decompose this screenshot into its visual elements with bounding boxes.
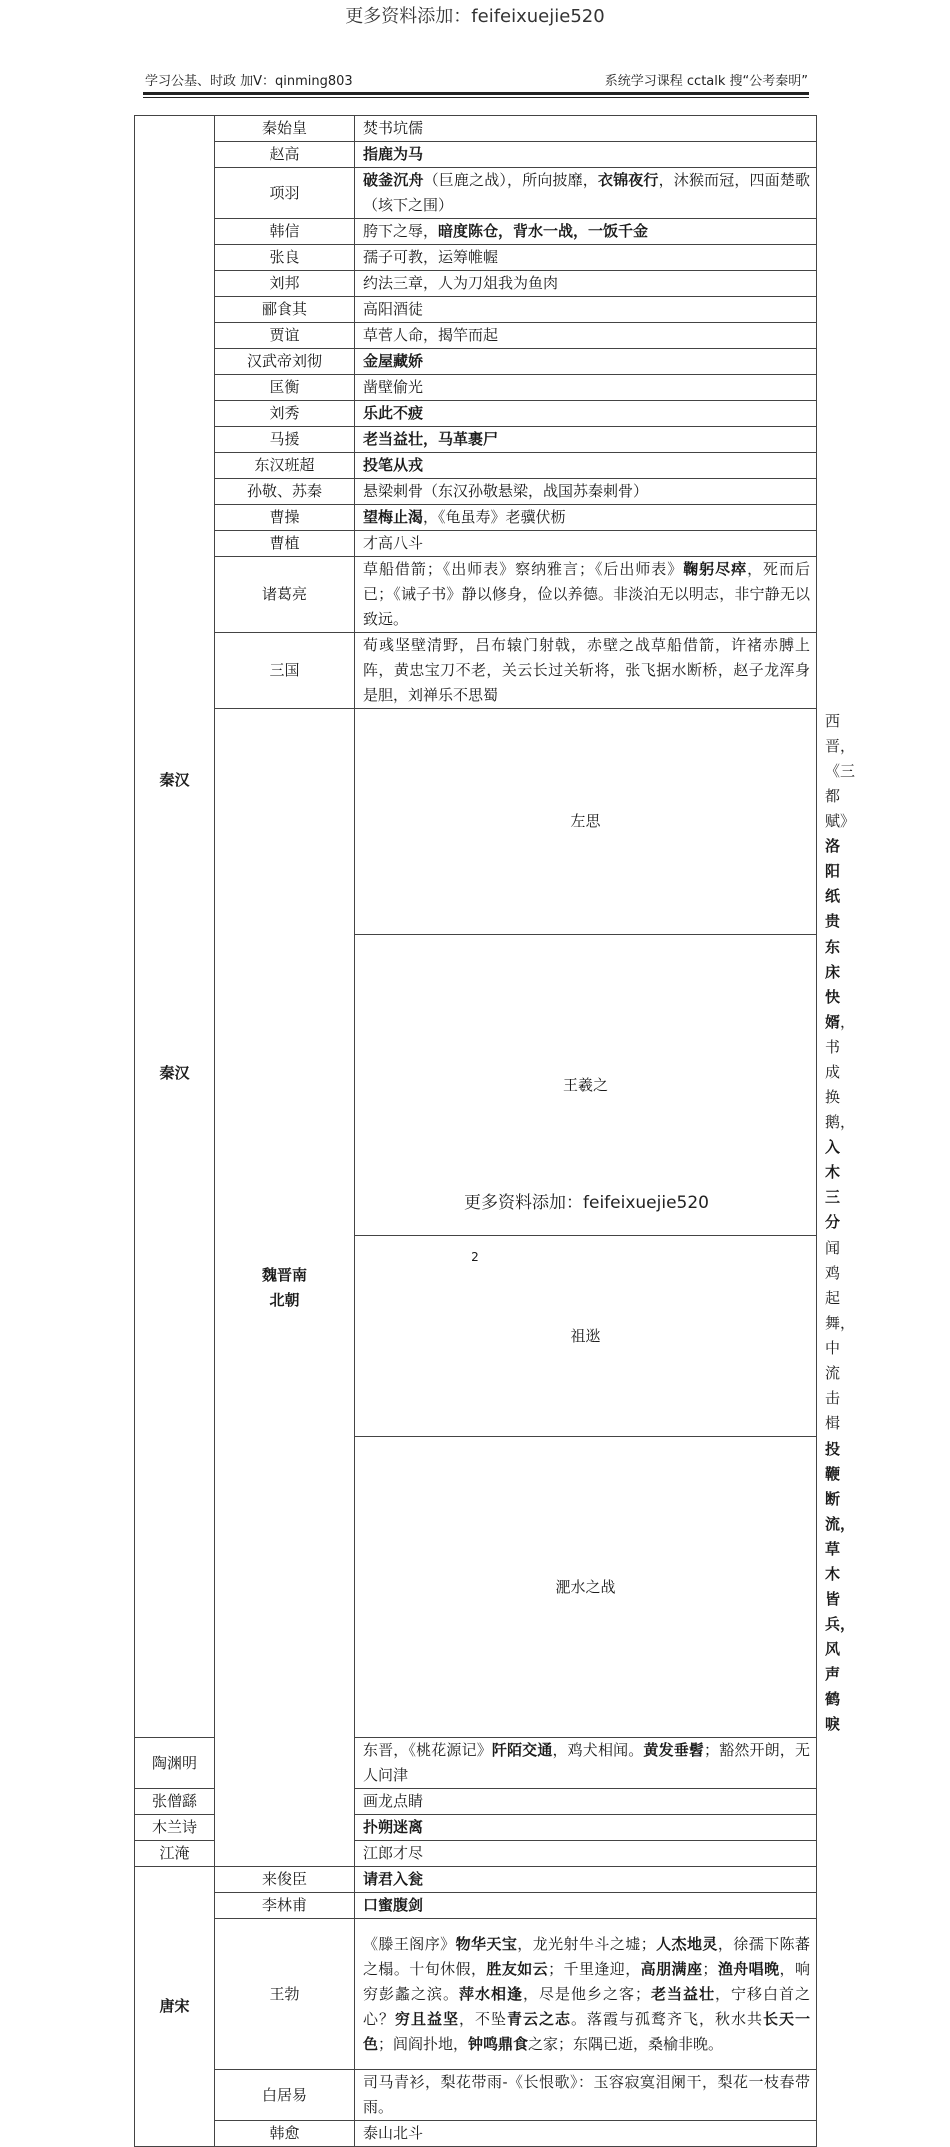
detail-cell — [355, 1841, 817, 1867]
detail-text: 孺子可教，运筹帷幄 — [363, 248, 499, 266]
highlight-text: 黄发垂髫 — [643, 1741, 705, 1759]
detail-text: ，响穷彭蠡之滨。 — [363, 1959, 810, 2003]
person-cell: 汉武帝刘彻 — [215, 349, 355, 375]
person-cell: 韩信 — [215, 219, 355, 245]
detail-text: 悬梁刺骨（东汉孙敬悬梁，战国苏秦刺骨） — [363, 482, 649, 500]
detail-cell — [355, 1789, 817, 1815]
detail-cell — [355, 453, 817, 479]
detail-text: ，沐猴而冠，四面楚歌（垓下之围） — [363, 171, 810, 214]
detail-text: 才高八斗 — [363, 534, 424, 552]
highlight-text: 钟鸣鼎食 — [468, 2034, 529, 2053]
detail-text: 司马青衫，梨花带雨-《长恨歌》：玉容寂寞泪阑干，梨花一枝春带雨。 — [363, 2073, 810, 2116]
header-left-text: 学习公基、时政 加V：qinming803 — [145, 74, 353, 89]
person-cell: 木兰诗 — [135, 1815, 215, 1841]
table-row — [135, 1867, 817, 1893]
table-row — [135, 349, 817, 375]
highlight-text: 投鞭断流，草木皆兵，风声鹤唳 — [825, 1440, 856, 1733]
table-row — [135, 709, 817, 935]
table-row — [135, 557, 817, 633]
detail-cell — [355, 401, 817, 427]
page-number: 2 — [471, 1250, 479, 1264]
table-row — [135, 1919, 817, 2070]
idiom-table — [134, 115, 856, 2147]
highlight-text: 口蜜腹剑 — [363, 1896, 424, 1914]
highlight-text: 东床快婿 — [825, 938, 841, 1031]
detail-cell — [355, 1815, 817, 1841]
detail-cell — [355, 505, 817, 531]
detail-cell — [355, 1893, 817, 1919]
header-right-text: 系统学习课程 cctalk 搜“公考秦明” — [604, 74, 808, 89]
table-row — [135, 427, 817, 453]
table-row — [135, 2121, 817, 2147]
era-label: 北朝 — [269, 1290, 300, 1309]
detail-text: 胯下之辱， — [363, 222, 439, 240]
person-cell: 刘邦 — [215, 271, 355, 297]
detail-text: （巨鹿之战），所向披靡， — [423, 171, 598, 189]
detail-cell — [355, 116, 817, 142]
detail-cell — [355, 2121, 817, 2147]
highlight-text: 青云之志 — [507, 2009, 571, 2028]
detail-text: 草船借箭；《出师表》察纳雅言；《后出师表》 — [363, 560, 684, 578]
highlight-text: 物华天宝 — [455, 1934, 518, 1953]
highlight-text: 金屋藏娇 — [363, 352, 424, 370]
highlight-text: 胜友如云 — [486, 1959, 549, 1978]
highlight-text: 破釜沉舟 — [363, 171, 424, 189]
detail-text: ，宁移白首之心？ — [363, 1984, 810, 2028]
detail-text: 约法三章，人为刀俎我为鱼肉 — [363, 274, 559, 292]
detail-text: 之家；东隅已逝，桑榆非晚。 — [528, 2034, 724, 2053]
table-row — [135, 297, 817, 323]
detail-cell — [355, 479, 817, 505]
detail-text: 《滕王阁序》 — [363, 1934, 456, 1953]
person-cell: 祖逖 — [355, 1236, 817, 1437]
highlight-text: 人杰地灵 — [655, 1934, 718, 1953]
detail-cell — [355, 1867, 817, 1893]
detail-text: 泰山北斗 — [363, 2124, 424, 2142]
detail-cell — [355, 142, 817, 168]
highlight-text: 阡陌交通 — [491, 1741, 553, 1759]
table-row — [135, 219, 817, 245]
detail-text: ；豁然开朗，无人问津 — [363, 1741, 810, 1784]
era-label: 秦汉 — [159, 1063, 190, 1082]
detail-text: ；闾阎扑地， — [378, 2034, 469, 2053]
detail-cell — [355, 557, 817, 633]
person-cell: 左思 — [355, 709, 817, 935]
detail-cell — [355, 271, 817, 297]
table-row — [135, 401, 817, 427]
person-cell: 张良 — [215, 245, 355, 271]
highlight-text: 渔舟唱晚 — [717, 1959, 780, 1978]
highlight-text: 入木三分 — [825, 1138, 841, 1231]
detail-cell — [355, 2070, 817, 2121]
highlight-text: 乐此不疲 — [363, 404, 424, 422]
detail-cell — [355, 219, 817, 245]
header-rule-thin — [143, 97, 809, 98]
era-label: 秦汉 — [159, 770, 190, 789]
person-cell: 王勃 — [215, 1919, 355, 2070]
detail-text: ，尽是他乡之客； — [522, 1984, 650, 2003]
highlight-text: 长天一色 — [363, 2009, 810, 2053]
person-cell: 陶渊明 — [135, 1738, 215, 1789]
person-cell: 马援 — [215, 427, 355, 453]
table-row — [135, 2070, 817, 2121]
highlight-text: 衣锦夜行 — [597, 171, 659, 189]
table-row — [135, 271, 817, 297]
person-cell: 李林甫 — [215, 1893, 355, 1919]
person-cell: 张僧繇 — [135, 1789, 215, 1815]
highlight-text: 请君入瓮 — [363, 1870, 424, 1888]
detail-cell — [355, 427, 817, 453]
footer-banner: 更多资料添加：feifeixuejie520 — [462, 1188, 711, 1213]
detail-text: ； — [702, 1959, 718, 1978]
detail-cell — [355, 168, 817, 219]
person-cell: 来俊臣 — [215, 1867, 355, 1893]
table-row — [135, 116, 817, 142]
highlight-text: 鞠躬尽瘁 — [683, 560, 748, 578]
detail-text: 东晋，《桃花源记》 — [363, 1741, 492, 1759]
highlight-text: 老当益壮 — [649, 1984, 715, 2003]
detail-text: ，书成换鹅， — [825, 1013, 856, 1131]
detail-text: 荀彧坚壁清野，吕布辕门射戟，赤壁之战草船借箭，许褚赤膊上阵，黄忠宝刀不老，关云长过关斩将，张飞据水断桥，赵子龙浑身是胆，刘禅乐不思蜀 — [363, 636, 810, 704]
person-cell: 孙敬、苏秦 — [215, 479, 355, 505]
person-cell: 郦食其 — [215, 297, 355, 323]
table-row — [135, 479, 817, 505]
detail-text: 画龙点睛 — [363, 1792, 424, 1810]
highlight-text: 投笔从戎 — [363, 456, 424, 474]
detail-text: ，不坠 — [459, 2009, 507, 2028]
detail-cell — [355, 531, 817, 557]
person-cell: 诸葛亮 — [215, 557, 355, 633]
detail-text: 。落霞与孤鹜齐飞，秋水共 — [571, 2009, 763, 2028]
person-cell: 秦始皇 — [215, 116, 355, 142]
detail-text: 草菅人命，揭竿而起 — [363, 326, 499, 344]
detail-cell — [355, 633, 817, 709]
detail-text: ，龙光射牛斗之墟； — [517, 1934, 656, 1953]
detail-cell — [355, 245, 817, 271]
person-cell: 曹操 — [215, 505, 355, 531]
table-row — [135, 245, 817, 271]
person-cell: 东汉班超 — [215, 453, 355, 479]
detail-text: 江郎才尽 — [363, 1844, 424, 1862]
table-row — [135, 1893, 817, 1919]
highlight-text: 暗度陈仓，背水一战，一饭千金 — [438, 222, 649, 240]
detail-text: ，鸡犬相闻。 — [552, 1741, 644, 1759]
person-cell: 三国 — [215, 633, 355, 709]
person-cell: 项羽 — [215, 168, 355, 219]
person-cell: 贾谊 — [215, 323, 355, 349]
header-rule-thick — [143, 92, 809, 95]
detail-text: 闻鸡起舞，中流击楫 — [825, 1239, 856, 1432]
person-cell: 曹植 — [215, 531, 355, 557]
person-cell: 赵高 — [215, 142, 355, 168]
person-cell: 淝水之战 — [355, 1437, 817, 1738]
detail-text: ，死而后已；《诫子书》静以修身，俭以养德。非淡泊无以明志，非宁静无以致远。 — [363, 560, 810, 628]
detail-text: ，徐孺下陈蕃之榻。十旬休假， — [363, 1934, 810, 1978]
person-cell: 王羲之 — [355, 935, 817, 1236]
detail-text: 高阳酒徒 — [363, 300, 424, 318]
detail-text: 凿壁偷光 — [363, 378, 424, 396]
detail-text: 西晋，《三都赋》 — [825, 712, 856, 830]
era-cell-qinhan — [135, 116, 215, 1738]
detail-text: 焚书坑儒 — [363, 119, 424, 137]
table-row — [135, 142, 817, 168]
table-row — [135, 453, 817, 479]
detail-cell — [355, 297, 817, 323]
era-cell-tangsong: 唐宋 — [135, 1867, 215, 2147]
person-cell: 韩愈 — [215, 2121, 355, 2147]
detail-cell — [355, 1919, 817, 2070]
highlight-text: 指鹿为马 — [363, 145, 424, 163]
detail-cell — [355, 1738, 817, 1789]
table-row — [135, 633, 817, 709]
era-label: 魏晋南 — [261, 1265, 307, 1284]
highlight-text: 高朋满座 — [640, 1959, 703, 1978]
detail-text: ；千里逢迎， — [548, 1959, 641, 1978]
table-row — [135, 505, 817, 531]
person-cell: 江淹 — [135, 1841, 215, 1867]
highlight-text: 扑朔迷离 — [363, 1818, 424, 1836]
highlight-text: 望梅止渴 — [363, 508, 424, 526]
person-cell: 白居易 — [215, 2070, 355, 2121]
detail-cell — [355, 323, 817, 349]
table-row — [135, 531, 817, 557]
detail-cell — [355, 375, 817, 401]
person-cell: 刘秀 — [215, 401, 355, 427]
highlight-text: 老当益壮，马革裹尸 — [363, 430, 499, 448]
era-cell-weijin — [215, 709, 355, 1867]
highlight-text: 洛阳纸贵 — [825, 837, 841, 930]
detail-text: ，《龟虽寿》老骥伏枥 — [423, 508, 566, 526]
top-banner: 更多资料添加：feifeixuejie520 — [345, 6, 605, 27]
table-row — [135, 375, 817, 401]
highlight-text: 穷且益坚 — [395, 2009, 459, 2028]
person-cell: 匡衡 — [215, 375, 355, 401]
table-row — [135, 168, 817, 219]
table-row — [135, 323, 817, 349]
highlight-text: 萍水相逢 — [458, 1984, 523, 2003]
detail-cell — [355, 349, 817, 375]
